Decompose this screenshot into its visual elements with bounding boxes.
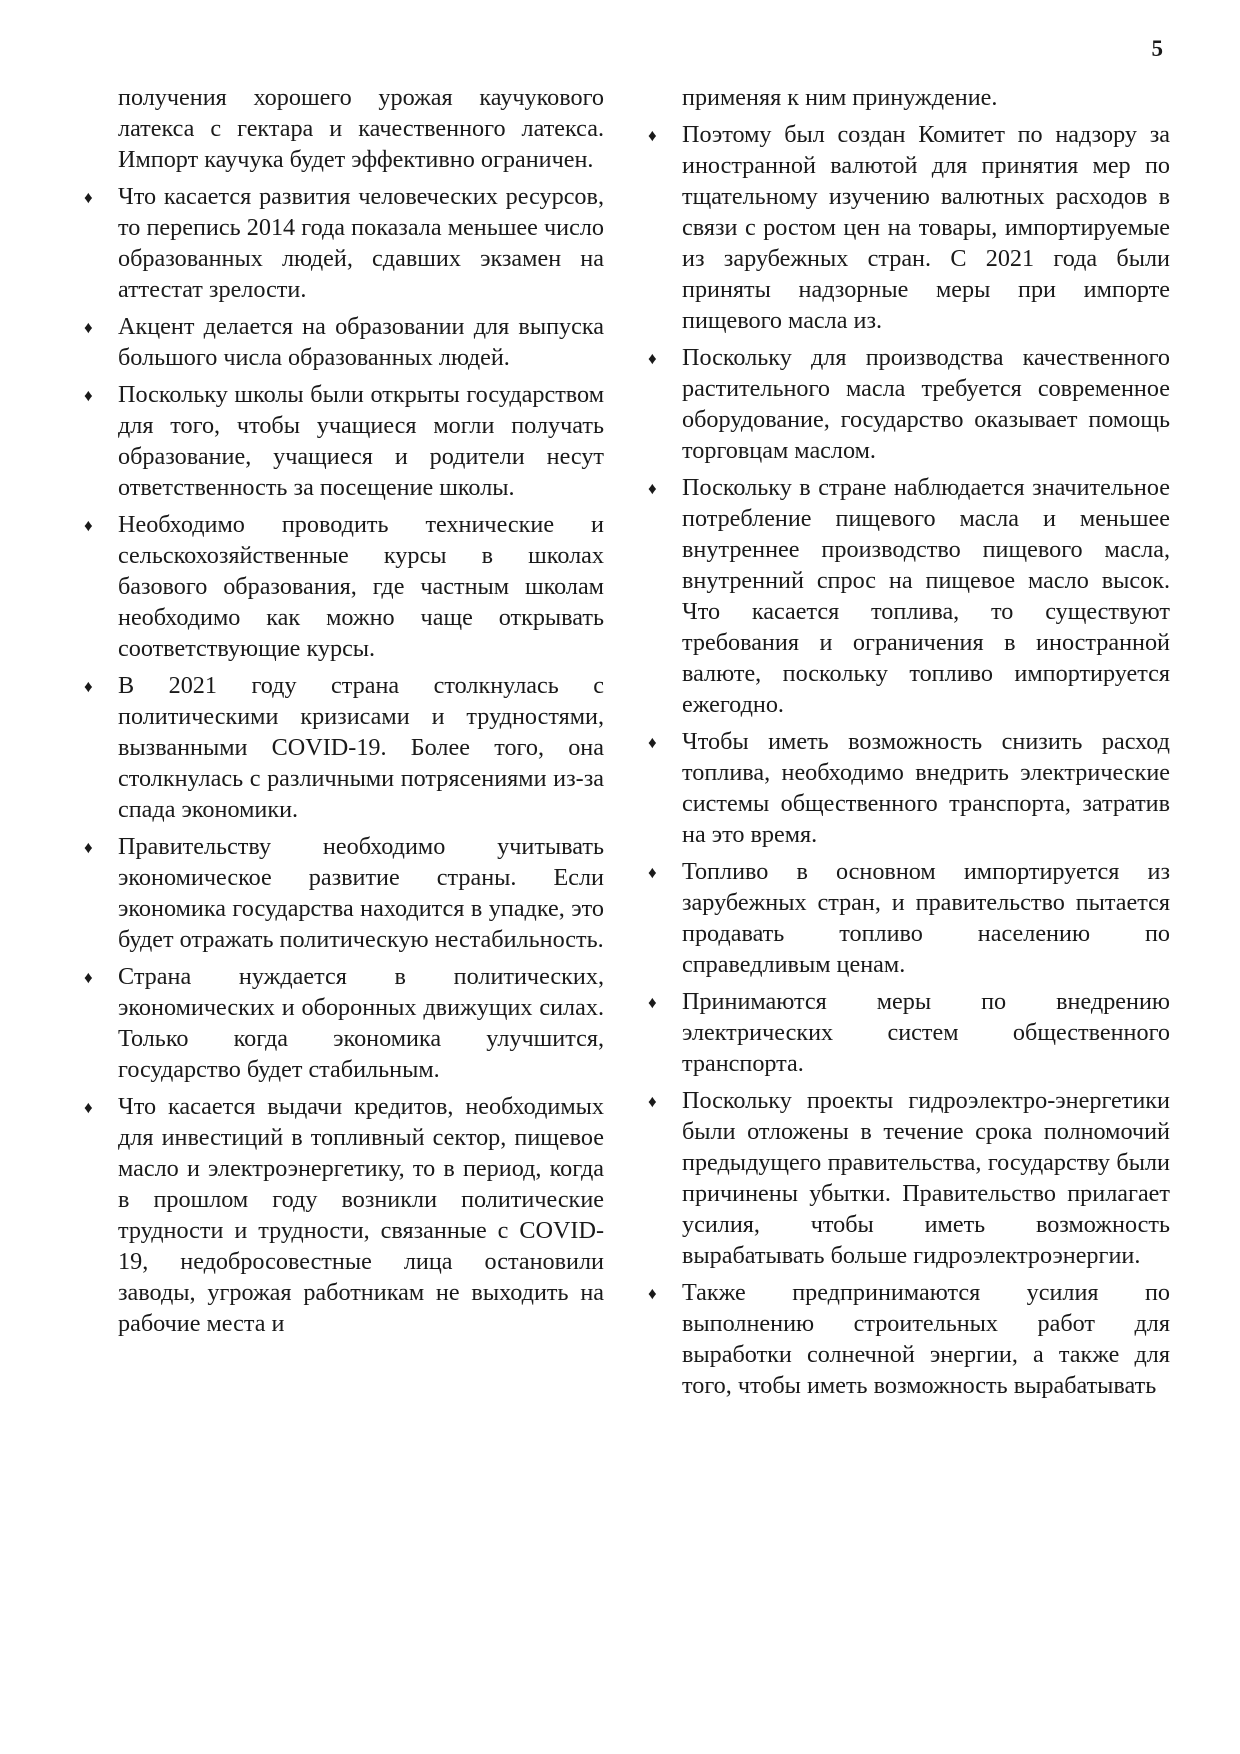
diamond-bullet-icon: ♦ <box>84 386 93 405</box>
paragraph-text: получения хорошего урожая каучукового латекса с гектара и качественного латекса. Импорт каучука будет эффективно ограничен. <box>118 84 604 173</box>
bullet-text: Что касается выдачи кредитов, необходимых для инвестиций в топливный сектор, пищевое масло и электроэнергетику, то в период, когда в прошлом году возникли политические трудности и трудности, связанные с COVID-19, недобросовестные лица остановили заводы, угрожая работникам не выходить на рабочие места и <box>118 1093 604 1337</box>
bullet-item <box>648 472 1170 720</box>
diamond-bullet-icon: ♦ <box>648 1284 657 1303</box>
diamond-bullet-icon: ♦ <box>84 677 93 696</box>
diamond-bullet-icon: ♦ <box>84 968 93 987</box>
bullet-text: Что касается развития человеческих ресурсов, то перепись 2014 года показала меньшее число образованных людей, сдавших экзамен на аттестат зрелости. <box>118 183 604 303</box>
bullet-text: Также предпринимаются усилия по выполнению строительных работ для выработки солнечной энергии, а также для того, чтобы иметь возможность вырабатывать <box>682 1279 1170 1399</box>
bullet-item <box>84 379 604 503</box>
diamond-bullet-icon: ♦ <box>648 479 657 498</box>
bullet-text: Страна нуждается в политических, экономических и оборонных движущих силах. Только когда экономика улучшится, государство будет стабильным. <box>118 963 604 1083</box>
bullet-text: Необходимо проводить технические и сельскохозяйственные курсы в школах базового образования, где частным школам необходимо как можно чаще открывать соответствующие курсы. <box>118 511 604 662</box>
bullet-text: Топливо в основном импортируется из зарубежных стран, и правительство пытается продавать топливо населению по справедливым ценам. <box>682 858 1170 978</box>
bullet-text: Поскольку проекты гидроэлектро-энергетики были отложены в течение срока полномочий предыдущего правительства, государству были причинены убытки. Правительство прилагает усилия, чтобы иметь возможность вырабатывать больше гидроэлектроэнергии. <box>682 1087 1170 1269</box>
bullet-item <box>84 509 604 664</box>
bullet-item <box>648 1085 1170 1271</box>
bullet-item <box>648 119 1170 336</box>
paragraph-continuation <box>648 82 1170 113</box>
diamond-bullet-icon: ♦ <box>648 993 657 1012</box>
bullet-item <box>648 986 1170 1079</box>
diamond-bullet-icon: ♦ <box>648 863 657 882</box>
paragraph-continuation <box>84 82 604 175</box>
bullet-item <box>648 342 1170 466</box>
diamond-bullet-icon: ♦ <box>648 1092 657 1111</box>
bullet-item <box>84 311 604 373</box>
diamond-bullet-icon: ♦ <box>84 188 93 207</box>
bullet-text: Чтобы иметь возможность снизить расход топлива, необходимо внедрить электрические системы общественного транспорта, затратив на это время. <box>682 728 1170 848</box>
right-column <box>648 82 1170 1407</box>
bullet-text: Акцент делается на образовании для выпуска большого числа образованных людей. <box>118 313 604 371</box>
bullet-item <box>84 831 604 955</box>
bullet-item <box>648 856 1170 980</box>
bullet-item <box>84 961 604 1085</box>
bullet-text: В 2021 году страна столкнулась с политическими кризисами и трудностями, вызванными COVID-19. Более того, она столкнулась с различными потрясениями из-за спада экономики. <box>118 672 604 823</box>
diamond-bullet-icon: ♦ <box>84 838 93 857</box>
bullet-text: Правительству необходимо учитывать экономическое развитие страны. Если экономика государства находится в упадке, это будет отражать политическую нестабильность. <box>118 833 604 953</box>
bullet-item <box>648 726 1170 850</box>
bullet-item <box>648 1277 1170 1401</box>
page-number: 5 <box>1151 36 1163 61</box>
bullet-item <box>84 1091 604 1339</box>
bullet-text: Поскольку школы были открыты государством для того, чтобы учащиеся могли получать образование, учащиеся и родители несут ответственность за посещение школы. <box>118 381 604 501</box>
bullet-item <box>84 181 604 305</box>
paragraph-text: применяя к ним принуждение. <box>682 84 998 111</box>
diamond-bullet-icon: ♦ <box>648 126 657 145</box>
bullet-text: Поэтому был создан Комитет по надзору за иностранной валютой для принятия мер по тщательному изучению валютных расходов в связи с ростом цен на товары, импортируемые из зарубежных стран. С 2021 года были приняты надзорные меры при импорте пищевого масла из. <box>682 121 1170 334</box>
bullet-item <box>84 670 604 825</box>
diamond-bullet-icon: ♦ <box>648 733 657 752</box>
diamond-bullet-icon: ♦ <box>84 516 93 535</box>
bullet-text: Поскольку в стране наблюдается значительное потребление пищевого масла и меньшее внутреннее производство пищевого масла, внутренний спрос на пищевое масло высок. Что касается топлива, то существуют требования и ограничения в иностранной валюте, поскольку топливо импортируется ежегодно. <box>682 474 1170 718</box>
diamond-bullet-icon: ♦ <box>84 318 93 337</box>
bullet-text: Принимаются меры по внедрению электрических систем общественного транспорта. <box>682 988 1170 1077</box>
bullet-text: Поскольку для производства качественного растительного масла требуется современное оборудование, государство оказывает помощь торговцам маслом. <box>682 344 1170 464</box>
left-column <box>84 82 604 1345</box>
diamond-bullet-icon: ♦ <box>84 1098 93 1117</box>
diamond-bullet-icon: ♦ <box>648 349 657 368</box>
